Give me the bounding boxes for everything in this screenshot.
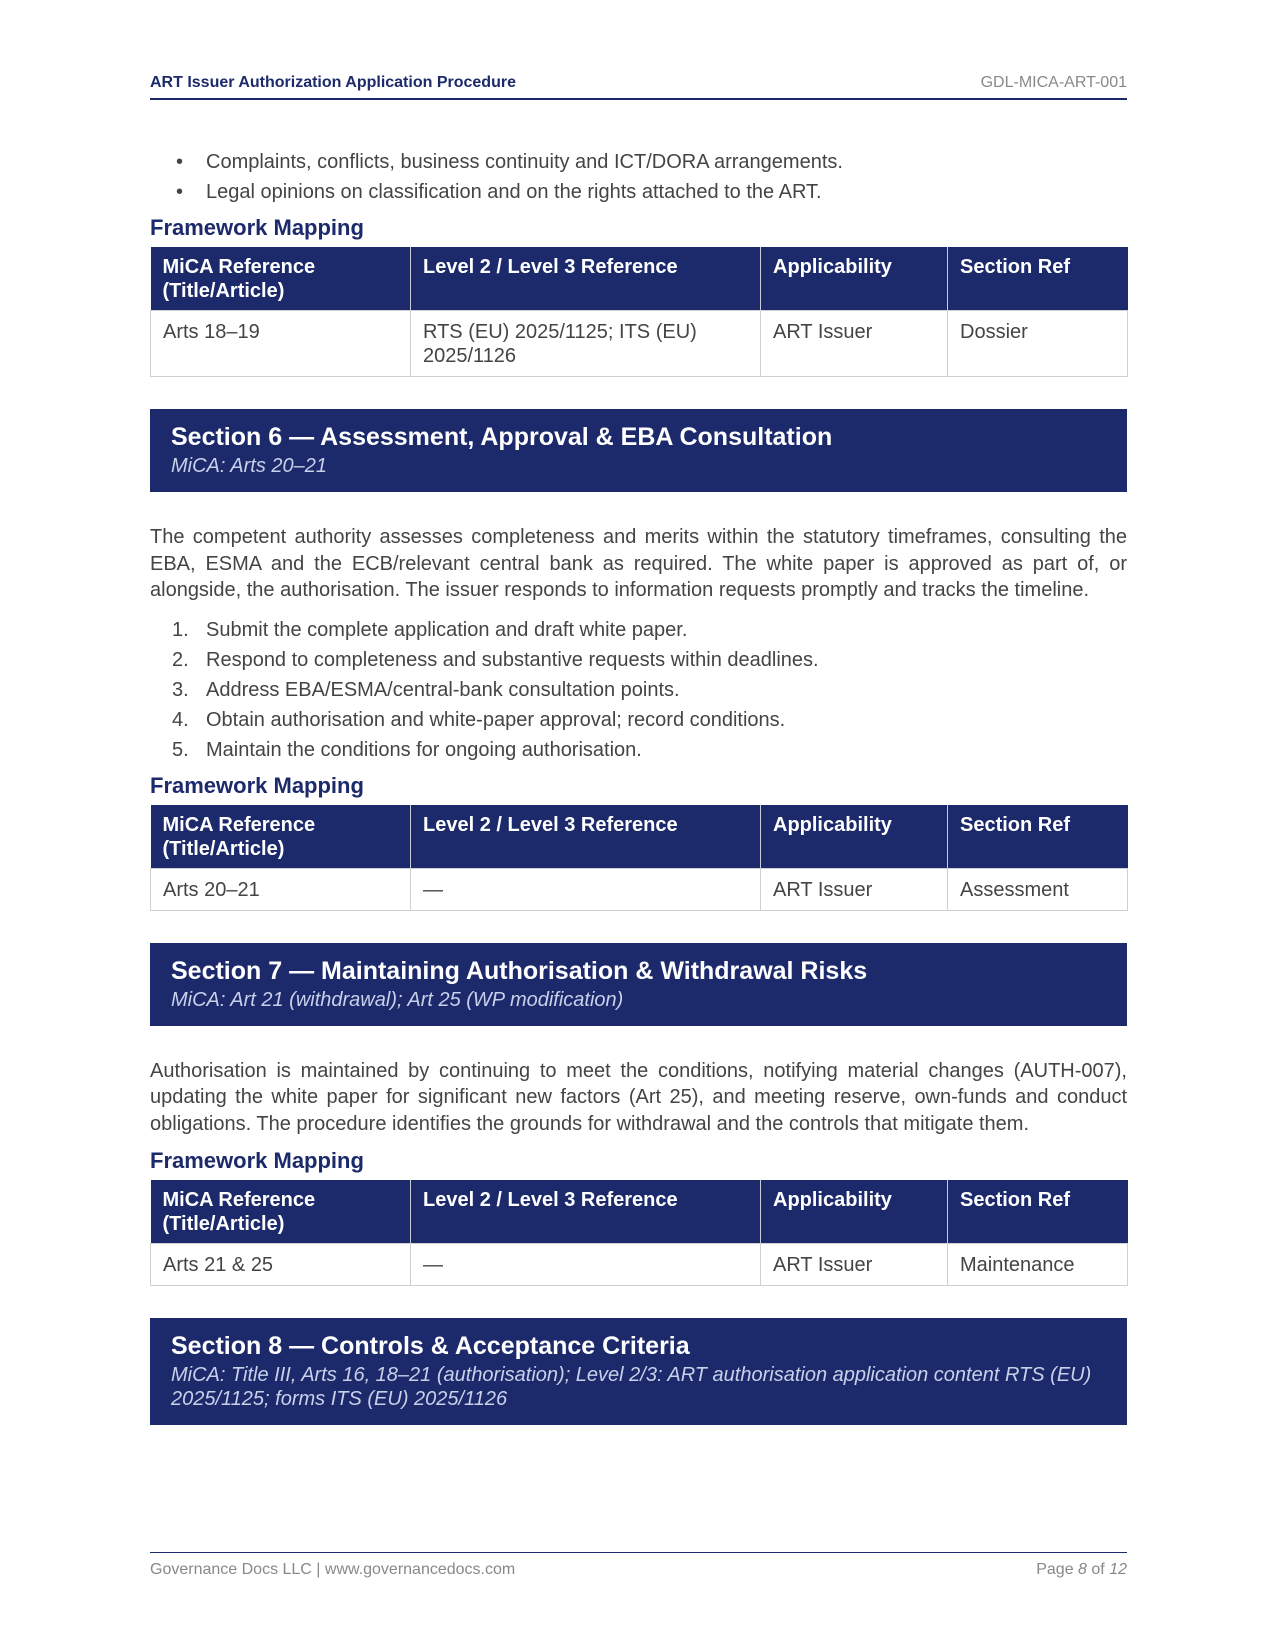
cell-level-reference: — [411,1244,761,1286]
step-number: 1. [172,618,189,641]
page-footer [150,1552,1127,1583]
column-header-level-reference: Level 2 / Level 3 Reference [411,805,761,869]
step-number: 4. [172,708,189,731]
intro-bullet-list [150,147,1127,207]
framework-mapping-table [150,247,1128,377]
table-row [151,311,1128,377]
of-label: of [1091,1561,1105,1578]
cell-level-reference: RTS (EU) 2025/1125; ITS (EU) 2025/1126 [411,311,761,377]
column-header-section-ref: Section Ref [948,247,1128,311]
cell-applicability: ART Issuer [761,1244,948,1286]
column-header-mica-reference: MiCA Reference (Title/Article) [151,805,411,869]
column-header-section-ref: Section Ref [948,1180,1128,1244]
section-subtitle: MiCA: Title III, Arts 16, 18–21 (authorisation); Level 2/3: ART authorisation application content RTS (EU) 2025/1125; forms ITS (EU) 2025/1126 [171,1364,1092,1410]
page-number [1036,1561,1127,1579]
column-header-applicability: Applicability [761,247,948,311]
document-title: ART Issuer Authorization Application Procedure [150,74,516,91]
section-subtitle: MiCA: Arts 20–21 [171,455,327,477]
section-title: Section 6 — Assessment, Approval & EBA Consultation [171,423,833,451]
cell-mica-reference: Arts 20–21 [151,868,411,910]
step-text: Respond to completeness and substantive requests within deadlines. [206,648,819,671]
footer-company: Governance Docs LLC | www.governancedocs.com [150,1561,516,1578]
step-number: 5. [172,738,189,761]
section-6-steps [150,615,1127,765]
section-7-paragraph: Authorisation is maintained by continuing to meet the conditions, notifying material changes (AUTH-007), updating the white paper for significant new factors (Art 25), and meeting reserve, own-funds and conduct obligations. The procedure identifies the grounds for withdrawal and the controls that mitigate them. [150,1059,1127,1135]
list-item [150,615,1127,645]
table-row [151,868,1128,910]
table-header-row [151,1180,1128,1244]
section-title: Section 7 — Maintaining Authorisation & Withdrawal Risks [171,956,868,985]
section-6-banner [150,409,1127,492]
step-text: Maintain the conditions for ongoing authorisation. [206,738,642,761]
framework-mapping-heading: Framework Mapping [150,772,364,798]
framework-mapping-table [150,805,1128,911]
cell-applicability: ART Issuer [761,868,948,910]
list-item: • Legal opinions on classification and on the rights attached to the ART. [150,177,1127,207]
section-7-banner [150,943,1127,1026]
column-header-applicability: Applicability [761,1180,948,1244]
page-content [150,147,1127,1457]
cell-section-ref: Assessment [948,868,1128,910]
cell-mica-reference: Arts 18–19 [151,311,411,377]
table-header-row [151,247,1128,311]
step-text: Address EBA/ESMA/central-bank consultation points. [206,678,680,701]
step-number: 2. [172,648,189,671]
page-header [150,72,1127,100]
list-item [150,735,1127,765]
section-6-paragraph: The competent authority assesses completeness and merits within the statutory timeframes, consulting the EBA, ESMA and the ECB/relevant central bank as required. The white paper is approved as part of, or alongside, the authorisation. The issuer responds to information requests promptly and tracks the timeline. [150,526,1127,601]
page-label: Page [1036,1561,1074,1578]
framework-mapping-heading: Framework Mapping [150,215,364,240]
list-item [150,645,1127,675]
section-8-banner [150,1318,1127,1425]
cell-applicability: ART Issuer [761,311,948,377]
framework-mapping-heading: Framework Mapping [150,1148,364,1173]
column-header-applicability: Applicability [761,805,948,869]
step-text: Obtain authorisation and white-paper approval; record conditions. [206,708,786,731]
cell-section-ref: Dossier [948,311,1128,377]
section-title: Section 8 — Controls & Acceptance Criteria [171,1332,690,1360]
table-row [151,1244,1128,1286]
list-item [150,675,1127,705]
current-page: 8 [1078,1561,1087,1578]
column-header-mica-reference: MiCA Reference (Title/Article) [151,1180,411,1244]
column-header-mica-reference: MiCA Reference (Title/Article) [151,247,411,311]
cell-level-reference: — [411,868,761,910]
step-number: 3. [172,678,189,701]
list-item [150,705,1127,735]
column-header-level-reference: Level 2 / Level 3 Reference [411,247,761,311]
section-subtitle: MiCA: Art 21 (withdrawal); Art 25 (WP modification) [171,988,624,1011]
total-pages: 12 [1109,1561,1127,1578]
column-header-section-ref: Section Ref [948,805,1128,869]
cell-mica-reference: Arts 21 & 25 [151,1244,411,1286]
list-item: • Complaints, conflicts, business continuity and ICT/DORA arrangements. [150,147,1127,177]
cell-section-ref: Maintenance [948,1244,1128,1286]
table-header-row [151,805,1128,869]
framework-mapping-table [150,1180,1128,1286]
column-header-level-reference: Level 2 / Level 3 Reference [411,1180,761,1244]
document-id: GDL-MICA-ART-001 [980,74,1127,91]
step-text: Submit the complete application and draft white paper. [206,618,688,641]
